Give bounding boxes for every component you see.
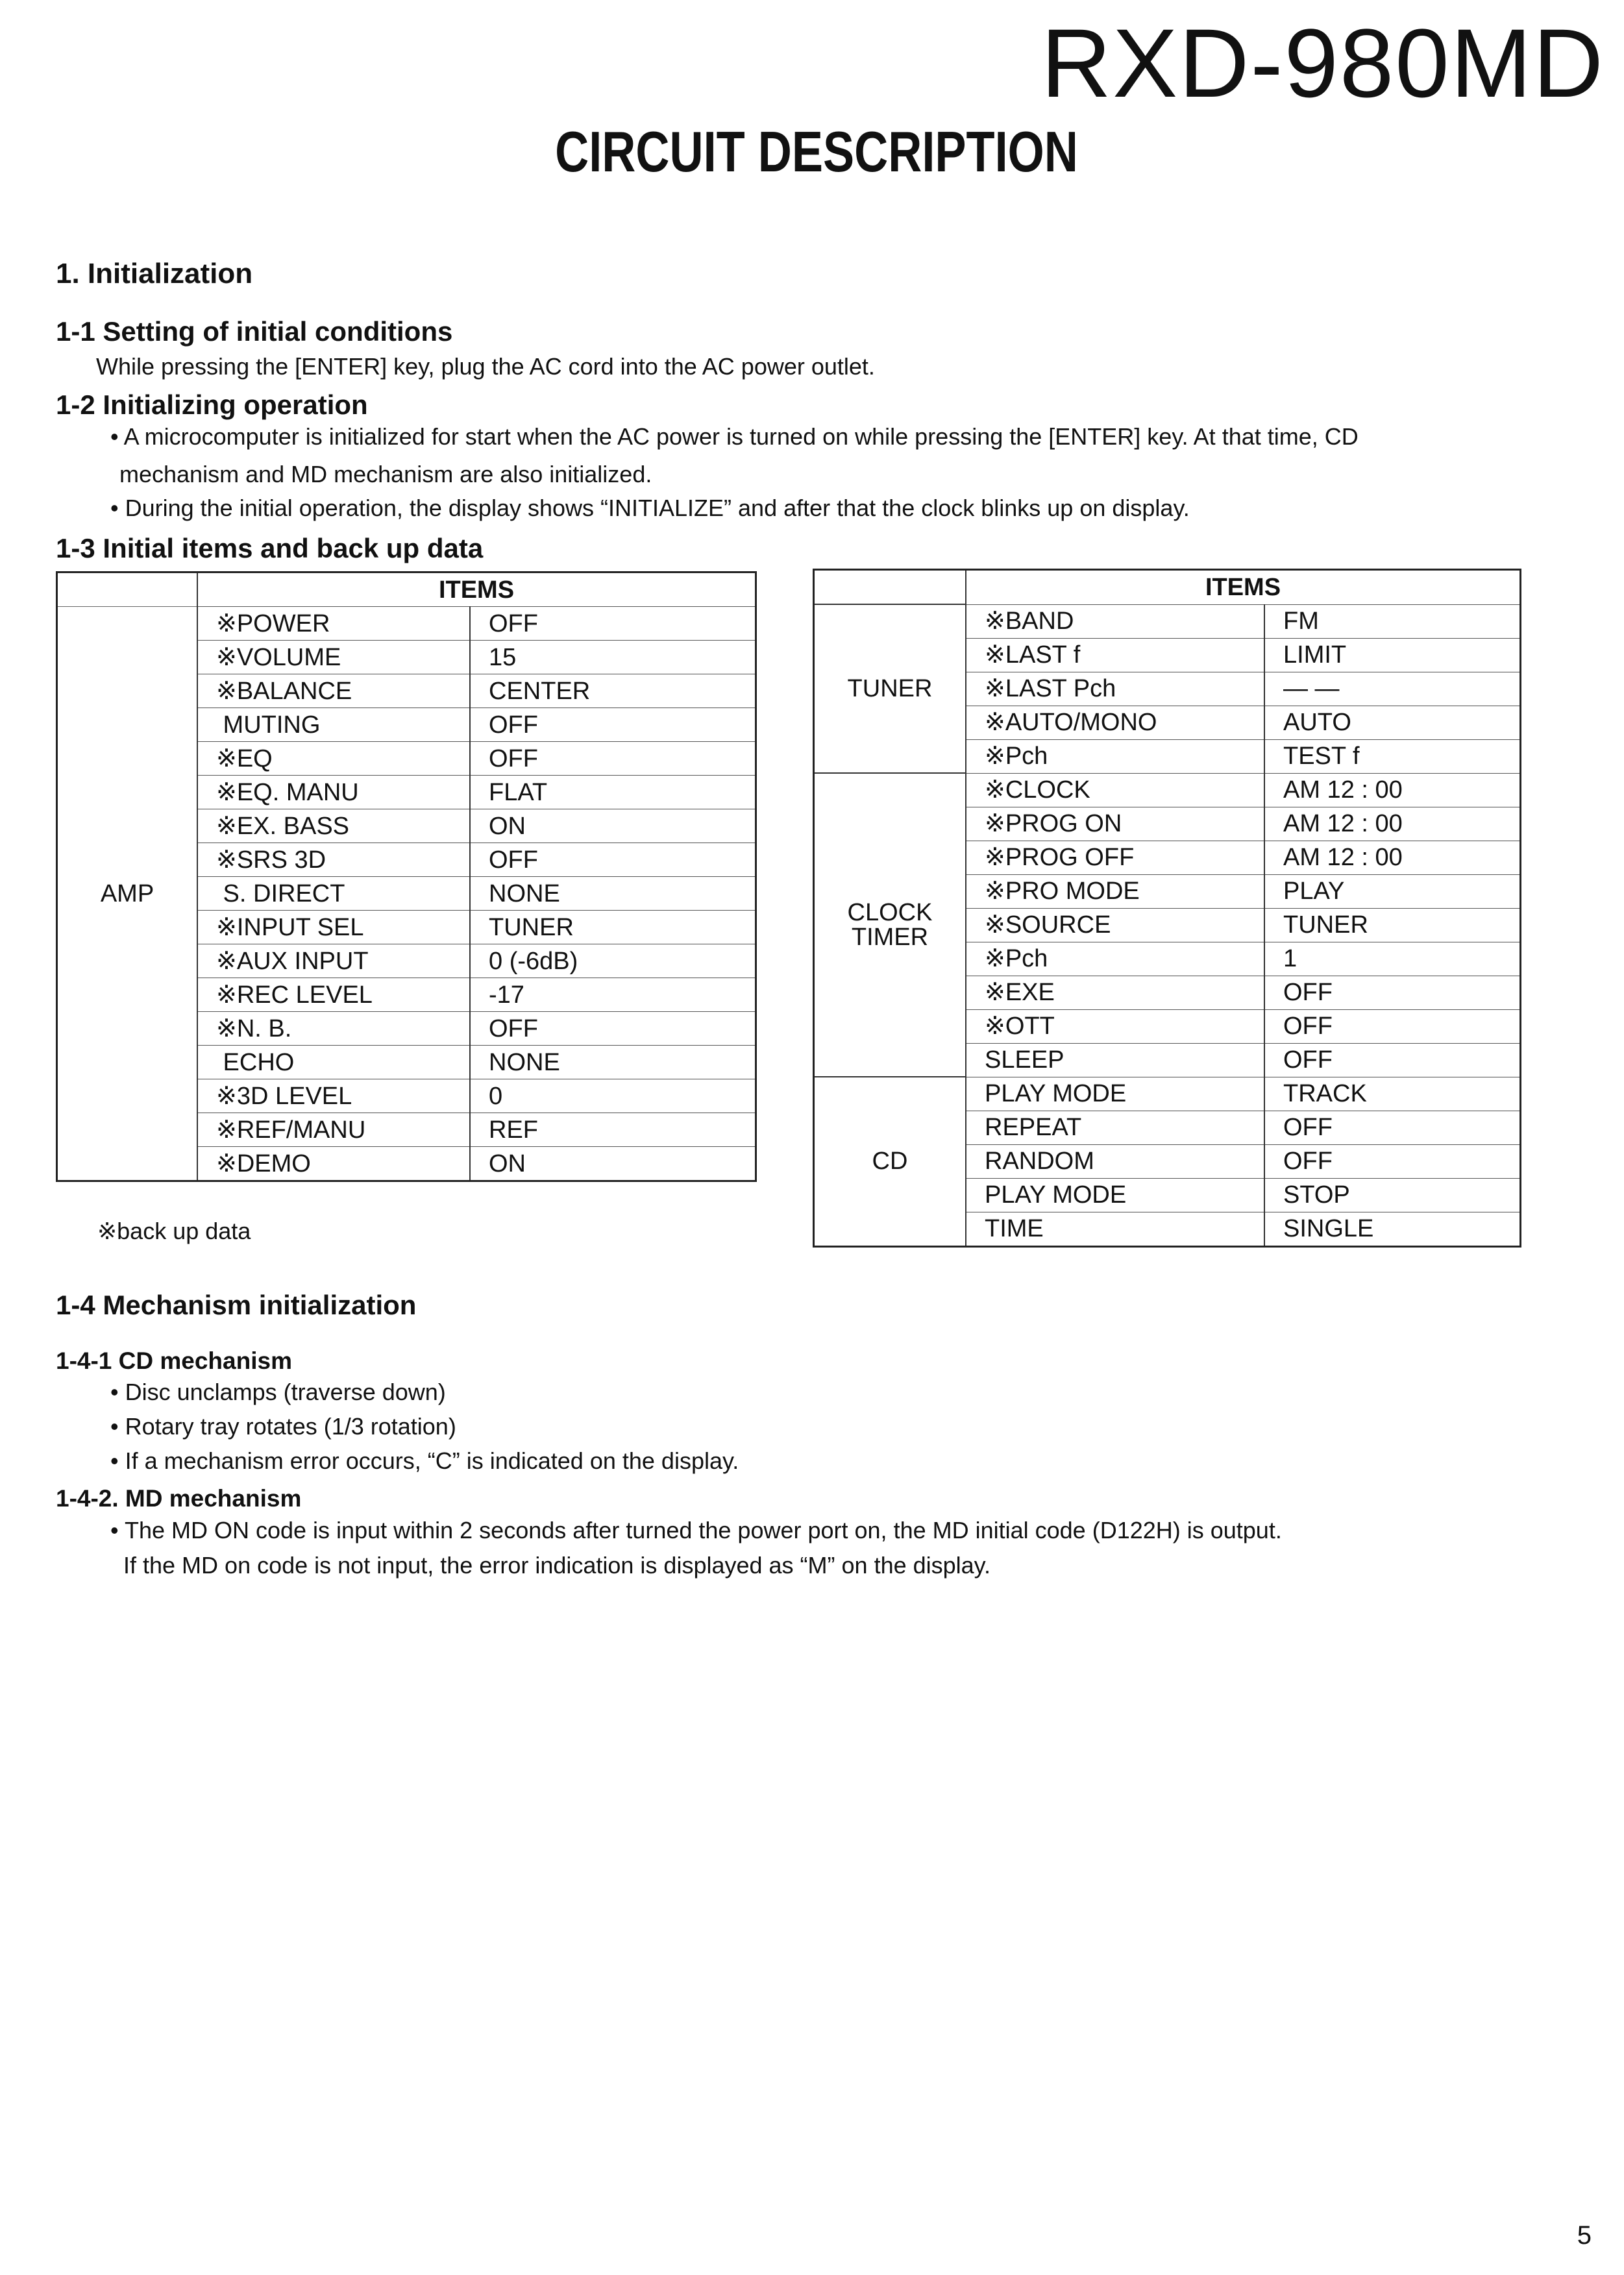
item-value: ON: [470, 1147, 756, 1181]
bullet-microcomputer-line1: • A microcomputer is initialized for start when the AC power is turned on while pressing the [ENTER] key. At that time, CD: [110, 423, 1359, 450]
item-name: ※DEMO: [197, 1147, 470, 1181]
table-header-items: ITEMS: [966, 570, 1521, 605]
item-value: TEST f: [1264, 739, 1521, 773]
item-name: ※LAST f: [966, 638, 1264, 672]
table-header-row: [57, 572, 756, 607]
item-value: OFF: [1264, 1043, 1521, 1077]
table-header-empty: [814, 570, 966, 605]
item-value: SINGLE: [1264, 1212, 1521, 1246]
backup-data-note: ※back up data: [97, 1218, 251, 1244]
item-name: ※EQ. MANU: [197, 776, 470, 809]
item-name: ※LAST Pch: [966, 672, 1264, 706]
item-value: 0: [470, 1079, 756, 1113]
section-label-amp: AMP: [57, 607, 198, 1181]
item-value: LIMIT: [1264, 638, 1521, 672]
item-name: REPEAT: [966, 1111, 1264, 1144]
section-label-clock-timer: CLOCK TIMER: [814, 773, 966, 1077]
item-name: ※CLOCK: [966, 773, 1264, 807]
item-value: NONE: [470, 877, 756, 911]
item-value: OFF: [470, 708, 756, 742]
item-value: TUNER: [470, 911, 756, 944]
section-heading-initialization: 1. Initialization: [56, 258, 253, 289]
page-number: 5: [1577, 2221, 1592, 2250]
table-row: [814, 604, 1521, 638]
item-name: RANDOM: [966, 1144, 1264, 1178]
item-name: ※PROG ON: [966, 807, 1264, 841]
item-value: AM 12 : 00: [1264, 773, 1521, 807]
md-code-line2: If the MD on code is not input, the error indication is displayed as “M” on the display.: [123, 1552, 991, 1579]
item-value: 15: [470, 641, 756, 674]
item-value: AUTO: [1264, 706, 1521, 739]
item-name: ※REF/MANU: [197, 1113, 470, 1147]
item-value: REF: [470, 1113, 756, 1147]
item-name: ※VOLUME: [197, 641, 470, 674]
item-value: AM 12 : 00: [1264, 841, 1521, 874]
item-value: OFF: [470, 843, 756, 877]
heading-initial-items: 1-3 Initial items and back up data: [56, 533, 484, 563]
item-name: SLEEP: [966, 1043, 1264, 1077]
table-amp-items: [56, 571, 757, 1182]
item-value: OFF: [1264, 1009, 1521, 1043]
item-name: ※AUTO/MONO: [966, 706, 1264, 739]
item-name: PLAY MODE: [966, 1178, 1264, 1212]
bullet-disc-unclamps: • Disc unclamps (traverse down): [110, 1379, 446, 1405]
md-code-line1: • The MD ON code is input within 2 seconds after turned the power port on, the MD initial code (D122H) is output.: [110, 1517, 1282, 1543]
heading-initializing-operation: 1-2 Initializing operation: [56, 389, 368, 420]
item-value: OFF: [1264, 1144, 1521, 1178]
item-name: ※SRS 3D: [197, 843, 470, 877]
item-value: OFF: [470, 742, 756, 776]
item-name: ※SOURCE: [966, 908, 1264, 942]
item-name: ※Pch: [966, 942, 1264, 976]
table-row: [814, 773, 1521, 807]
item-name: ※INPUT SEL: [197, 911, 470, 944]
section-label-cd: CD: [814, 1077, 966, 1246]
item-name: TIME: [966, 1212, 1264, 1246]
item-name: ※REC LEVEL: [197, 978, 470, 1012]
item-value: OFF: [1264, 1111, 1521, 1144]
table-header-row: [814, 570, 1521, 605]
item-value: AM 12 : 00: [1264, 807, 1521, 841]
item-value: STOP: [1264, 1178, 1521, 1212]
item-name: ※BALANCE: [197, 674, 470, 708]
bullet-mechanism-error: • If a mechanism error occurs, “C” is indicated on the display.: [110, 1447, 739, 1474]
table-header-items: ITEMS: [197, 572, 756, 607]
item-name: ※AUX INPUT: [197, 944, 470, 978]
item-value: NONE: [470, 1046, 756, 1079]
item-name: ※EQ: [197, 742, 470, 776]
bullet-microcomputer-line2: mechanism and MD mechanism are also initialized.: [119, 461, 652, 487]
item-name: ※PROG OFF: [966, 841, 1264, 874]
heading-setting-initial-conditions: 1-1 Setting of initial conditions: [56, 316, 453, 347]
item-name: S. DIRECT: [197, 877, 470, 911]
item-name: MUTING: [197, 708, 470, 742]
table-tuner-clock-cd-items: [813, 569, 1521, 1248]
item-value: 0 (-6dB): [470, 944, 756, 978]
item-value: FM: [1264, 604, 1521, 638]
bullet-rotary-tray: • Rotary tray rotates (1/3 rotation): [110, 1413, 456, 1440]
section-label-tuner: TUNER: [814, 604, 966, 773]
heading-mechanism-initialization: 1-4 Mechanism initialization: [56, 1290, 417, 1320]
item-value: FLAT: [470, 776, 756, 809]
item-value: ON: [470, 809, 756, 843]
table-row: [57, 607, 756, 641]
table-header-empty: [57, 572, 198, 607]
model-number: RXD-980MD: [1040, 8, 1605, 117]
bullet-initial-display: • During the initial operation, the display shows “INITIALIZE” and after that the clock blinks up on display.: [110, 495, 1190, 521]
item-name: ※POWER: [197, 607, 470, 641]
item-value: OFF: [470, 607, 756, 641]
item-name: ※BAND: [966, 604, 1264, 638]
text-setting-initial-conditions: While pressing the [ENTER] key, plug the AC cord into the AC power outlet.: [96, 353, 875, 380]
table-row: [814, 1077, 1521, 1111]
item-name: ※EX. BASS: [197, 809, 470, 843]
item-value: TUNER: [1264, 908, 1521, 942]
item-value: -17: [470, 978, 756, 1012]
item-name: ※EXE: [966, 976, 1264, 1009]
item-value: TRACK: [1264, 1077, 1521, 1111]
item-name: PLAY MODE: [966, 1077, 1264, 1111]
item-value: 1: [1264, 942, 1521, 976]
item-value: PLAY: [1264, 874, 1521, 908]
page-title: CIRCUIT DESCRIPTION: [555, 119, 1078, 184]
item-name: ※Pch: [966, 739, 1264, 773]
item-name: ※N. B.: [197, 1012, 470, 1046]
heading-md-mechanism: 1-4-2. MD mechanism: [56, 1485, 302, 1512]
heading-cd-mechanism: 1-4-1 CD mechanism: [56, 1347, 292, 1374]
item-name: ※PRO MODE: [966, 874, 1264, 908]
item-value: OFF: [470, 1012, 756, 1046]
item-value: CENTER: [470, 674, 756, 708]
item-value: OFF: [1264, 976, 1521, 1009]
item-value: — —: [1264, 672, 1521, 706]
item-name: ECHO: [197, 1046, 470, 1079]
item-name: ※OTT: [966, 1009, 1264, 1043]
item-name: ※3D LEVEL: [197, 1079, 470, 1113]
